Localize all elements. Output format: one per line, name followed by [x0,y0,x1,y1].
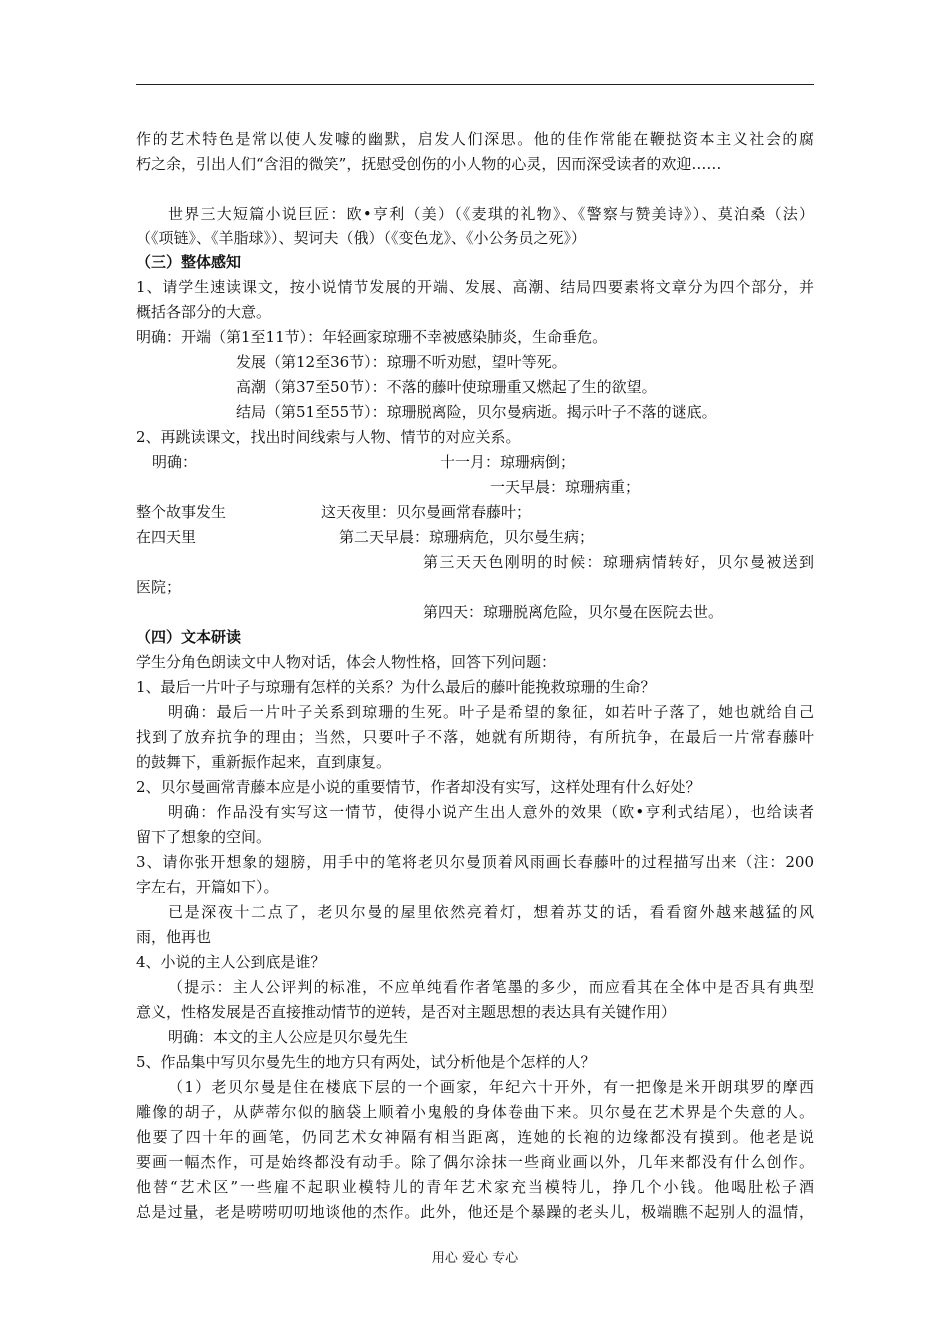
text-line: 医院； [136,578,182,596]
text-line: 朽之余，引出人们“含泪的微笑”，抚慰受创伤的小人物的心灵，因而深受读者的欢迎…… [136,155,722,173]
timeline-item: 第四天：琼珊脱离危险，贝尔曼在医院去世。 [423,603,724,621]
header-rule [136,84,814,85]
text-line: 总是过量，老是唠唠叨叨地谈他的杰作。此外，他还是个暴躁的老头儿，极端瞧不起别人的温情， [136,1203,814,1221]
text-line: 概括各部分的大意。 [136,303,272,321]
question: 2、贝尔曼画常青藤本应是小说的重要情节，作者却没有实写，这样处理有什么好处？ [136,778,701,796]
text-line: 的鼓舞下，重新振作起来，直到康复。 [136,753,392,771]
section-heading: （三）整体感知 [136,253,242,271]
text-line: 字左右，开篇如下）。 [136,878,279,896]
text-line: 明确：最后一片叶子关系到琼珊的生死。叶子是希望的象征，如若叶子落了，她也就给自己 [168,703,814,721]
text-line: （《项链》、《羊脂球》）、契诃夫（俄）（《变色龙》、《小公务员之死》） [136,229,587,247]
text-line: 明确：作品没有实写这一情节，使得小说产生出人意外的效果（欧•亨利式结尾），也给读者 [168,803,814,821]
timeline-item: 第三天天色刚明的时候：琼珊病情转好，贝尔曼被送到 [423,553,814,571]
text-line: 世界三大短篇小说巨匠：欧•亨利（美）（《麦琪的礼物》、《警察与赞美诗》）、莫泊桑（法） [168,205,814,223]
question: 4、小说的主人公到底是谁？ [136,953,326,971]
text-line: 留下了想象的空间。 [136,828,272,846]
question: 3、请你张开想象的翅膀，用手中的笔将老贝尔曼顶着风雨画长春藤叶的过程描写出来（注：200 [136,853,814,871]
text-line: 结局（第51至55节）：琼珊脱离险，贝尔曼病逝。揭示叶子不落的谜底。 [236,403,717,421]
text-line: 雕像的胡子，从萨蒂尔似的脑袋上顺着小鬼般的身体卷曲下来。贝尔曼在艺术界是个失意的人。 [136,1103,814,1121]
text-line: 明确：开端（第1至11节）：年轻画家琼珊不幸被感染肺炎，生命垂危。 [136,328,608,346]
text-line: 在四天里 [136,528,197,546]
text-line: 整个故事发生 [136,503,227,521]
text-line: （提示：主人公评判的标准，不应单纯看作者笔墨的多少，而应看其在全体中是否具有典型 [168,978,814,996]
text-line: 学生分角色朗读文中人物对话，体会人物性格，回答下列问题： [136,653,557,671]
text-line: 1、请学生速读课文，按小说情节发展的开端、发展、高潮、结局四要素将文章分为四个部分，并 [136,278,814,296]
text-line: 要画一幅杰作，可是始终都没有动手。除了偶尔涂抹一些商业画以外，几年来都没有什么创作。 [136,1153,814,1171]
text-line: 高潮（第37至50节）：不落的藤叶使琼珊重又燃起了生的欲望。 [236,378,657,396]
timeline-item: 十一月：琼珊病倒； [440,453,576,471]
text-line: 2、再跳读课文，找出时间线索与人物、情节的对应关系。 [136,428,521,446]
text-line: 明确：本文的主人公应是贝尔曼先生 [168,1028,409,1046]
text-line: 已是深夜十二点了，老贝尔曼的屋里依然亮着灯，想着苏艾的话，看看窗外越来越猛的风 [168,903,814,921]
text-line: 找到了放弃抗争的理由；当然，只要叶子不落，她就有所期待，有所抗争，在最后一片常春藤叶 [136,728,814,746]
section-heading: （四）文本研读 [136,628,242,646]
timeline-item: 这天夜里：贝尔曼画常春藤叶； [321,503,532,521]
timeline-item: 第二天早晨：琼珊病危，贝尔曼生病； [339,528,595,546]
text-line: （1）老贝尔曼是住在楼底下层的一个画家，年纪六十开外，有一把像是米开朗琪罗的摩西 [168,1078,814,1096]
question: 1、最后一片叶子与琼珊有怎样的关系？为什么最后的藤叶能挽救琼珊的生命？ [136,678,656,696]
text-line: 雨，他再也 [136,928,212,946]
text-line: 明确： [152,453,198,471]
timeline-item: 一天早晨：琼珊病重； [490,478,641,496]
text-line: 他要了四十年的画笔，仍同艺术女神隔有相当距离，连她的长袍的边缘都没有摸到。他老是说 [136,1128,814,1146]
text-line: 作的艺术特色是常以使人发噱的幽默，启发人们深思。他的佳作常能在鞭挞资本主义社会的腐 [136,130,814,148]
question: 5、作品集中写贝尔曼先生的地方只有两处，试分析他是个怎样的人？ [136,1053,596,1071]
text-line: 意义，性格发展是否直接推动情节的逆转，是否对主题思想的表达具有关键作用） [136,1003,677,1021]
page-footer: 用心 爱心 专心 [431,1251,519,1266]
text-line: 他替“艺术区”一些雇不起职业模特儿的青年艺术家充当模特儿，挣几个小钱。他喝肚松子酒 [136,1178,814,1196]
text-line: 发展（第12至36节）：琼珊不听劝慰，望叶等死。 [236,353,567,371]
